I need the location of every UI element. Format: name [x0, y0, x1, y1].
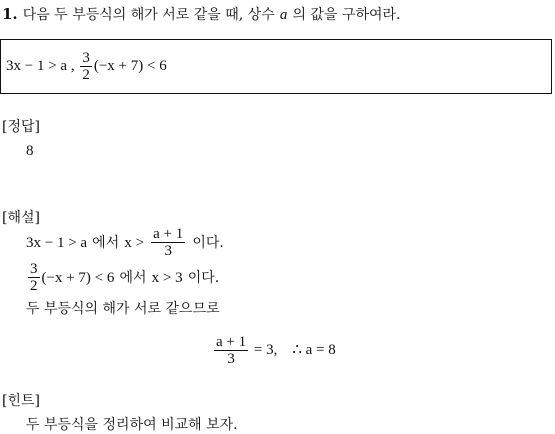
condition-expression — [6, 50, 167, 83]
condition-box — [0, 39, 552, 94]
solution-line2-math: (−x + 7) < 6 — [41, 270, 115, 286]
fraction-numerator: a + 1 — [153, 226, 184, 242]
solution-line1-fraction — [151, 226, 185, 259]
solution-line1-mid: 에서 — [92, 235, 120, 251]
answer-label: [정답] — [2, 119, 40, 135]
solution-centered-equation — [212, 334, 336, 367]
answer-value: 8 — [26, 143, 34, 159]
solution-line-1 — [26, 226, 224, 259]
centered-fraction — [214, 334, 248, 367]
fraction-denominator: 2 — [82, 67, 90, 83]
question-line — [2, 4, 400, 24]
solution-line2-fraction — [28, 261, 40, 294]
fraction-numerator: 3 — [82, 50, 90, 66]
question-text-tail: 의 값을 구하여라. — [292, 7, 401, 23]
question-var: a — [279, 7, 288, 23]
solution-line-2 — [26, 261, 219, 294]
fraction-denominator: 3 — [164, 243, 172, 259]
solution-line2-mid: 에서 — [119, 270, 147, 286]
centered-equation-rest: = 3, ∴ a = 8 — [253, 341, 336, 358]
question-text: 다음 두 부등식의 해가 서로 같을 때, 상수 — [22, 7, 275, 23]
solution-line1-math: 3x − 1 > a — [26, 235, 88, 251]
fraction-denominator: 2 — [30, 278, 38, 294]
question-number: 1. — [2, 5, 18, 23]
inequality-2-fraction — [80, 50, 92, 83]
hint-text: 두 부등식을 정리하여 비교해 보자. — [26, 417, 238, 433]
solution-line2-x: x > 3 — [151, 270, 183, 286]
solution-line-3: 두 부등식의 해가 서로 같으므로 — [26, 301, 220, 317]
solution-line1-x: x > — [124, 235, 145, 251]
fraction-numerator: a + 1 — [216, 334, 247, 350]
inequality-1: 3x − 1 > a , — [6, 57, 75, 74]
solution-line1-tail: 이다. — [192, 235, 224, 251]
hint-label: [힌트] — [2, 393, 40, 409]
solution-line2-tail: 이다. — [187, 270, 220, 286]
inequality-2-tail: (−x + 7) < 6 — [93, 57, 167, 74]
fraction-numerator: 3 — [30, 261, 38, 277]
fraction-denominator: 3 — [227, 351, 235, 367]
solution-label: [해설] — [2, 210, 40, 226]
